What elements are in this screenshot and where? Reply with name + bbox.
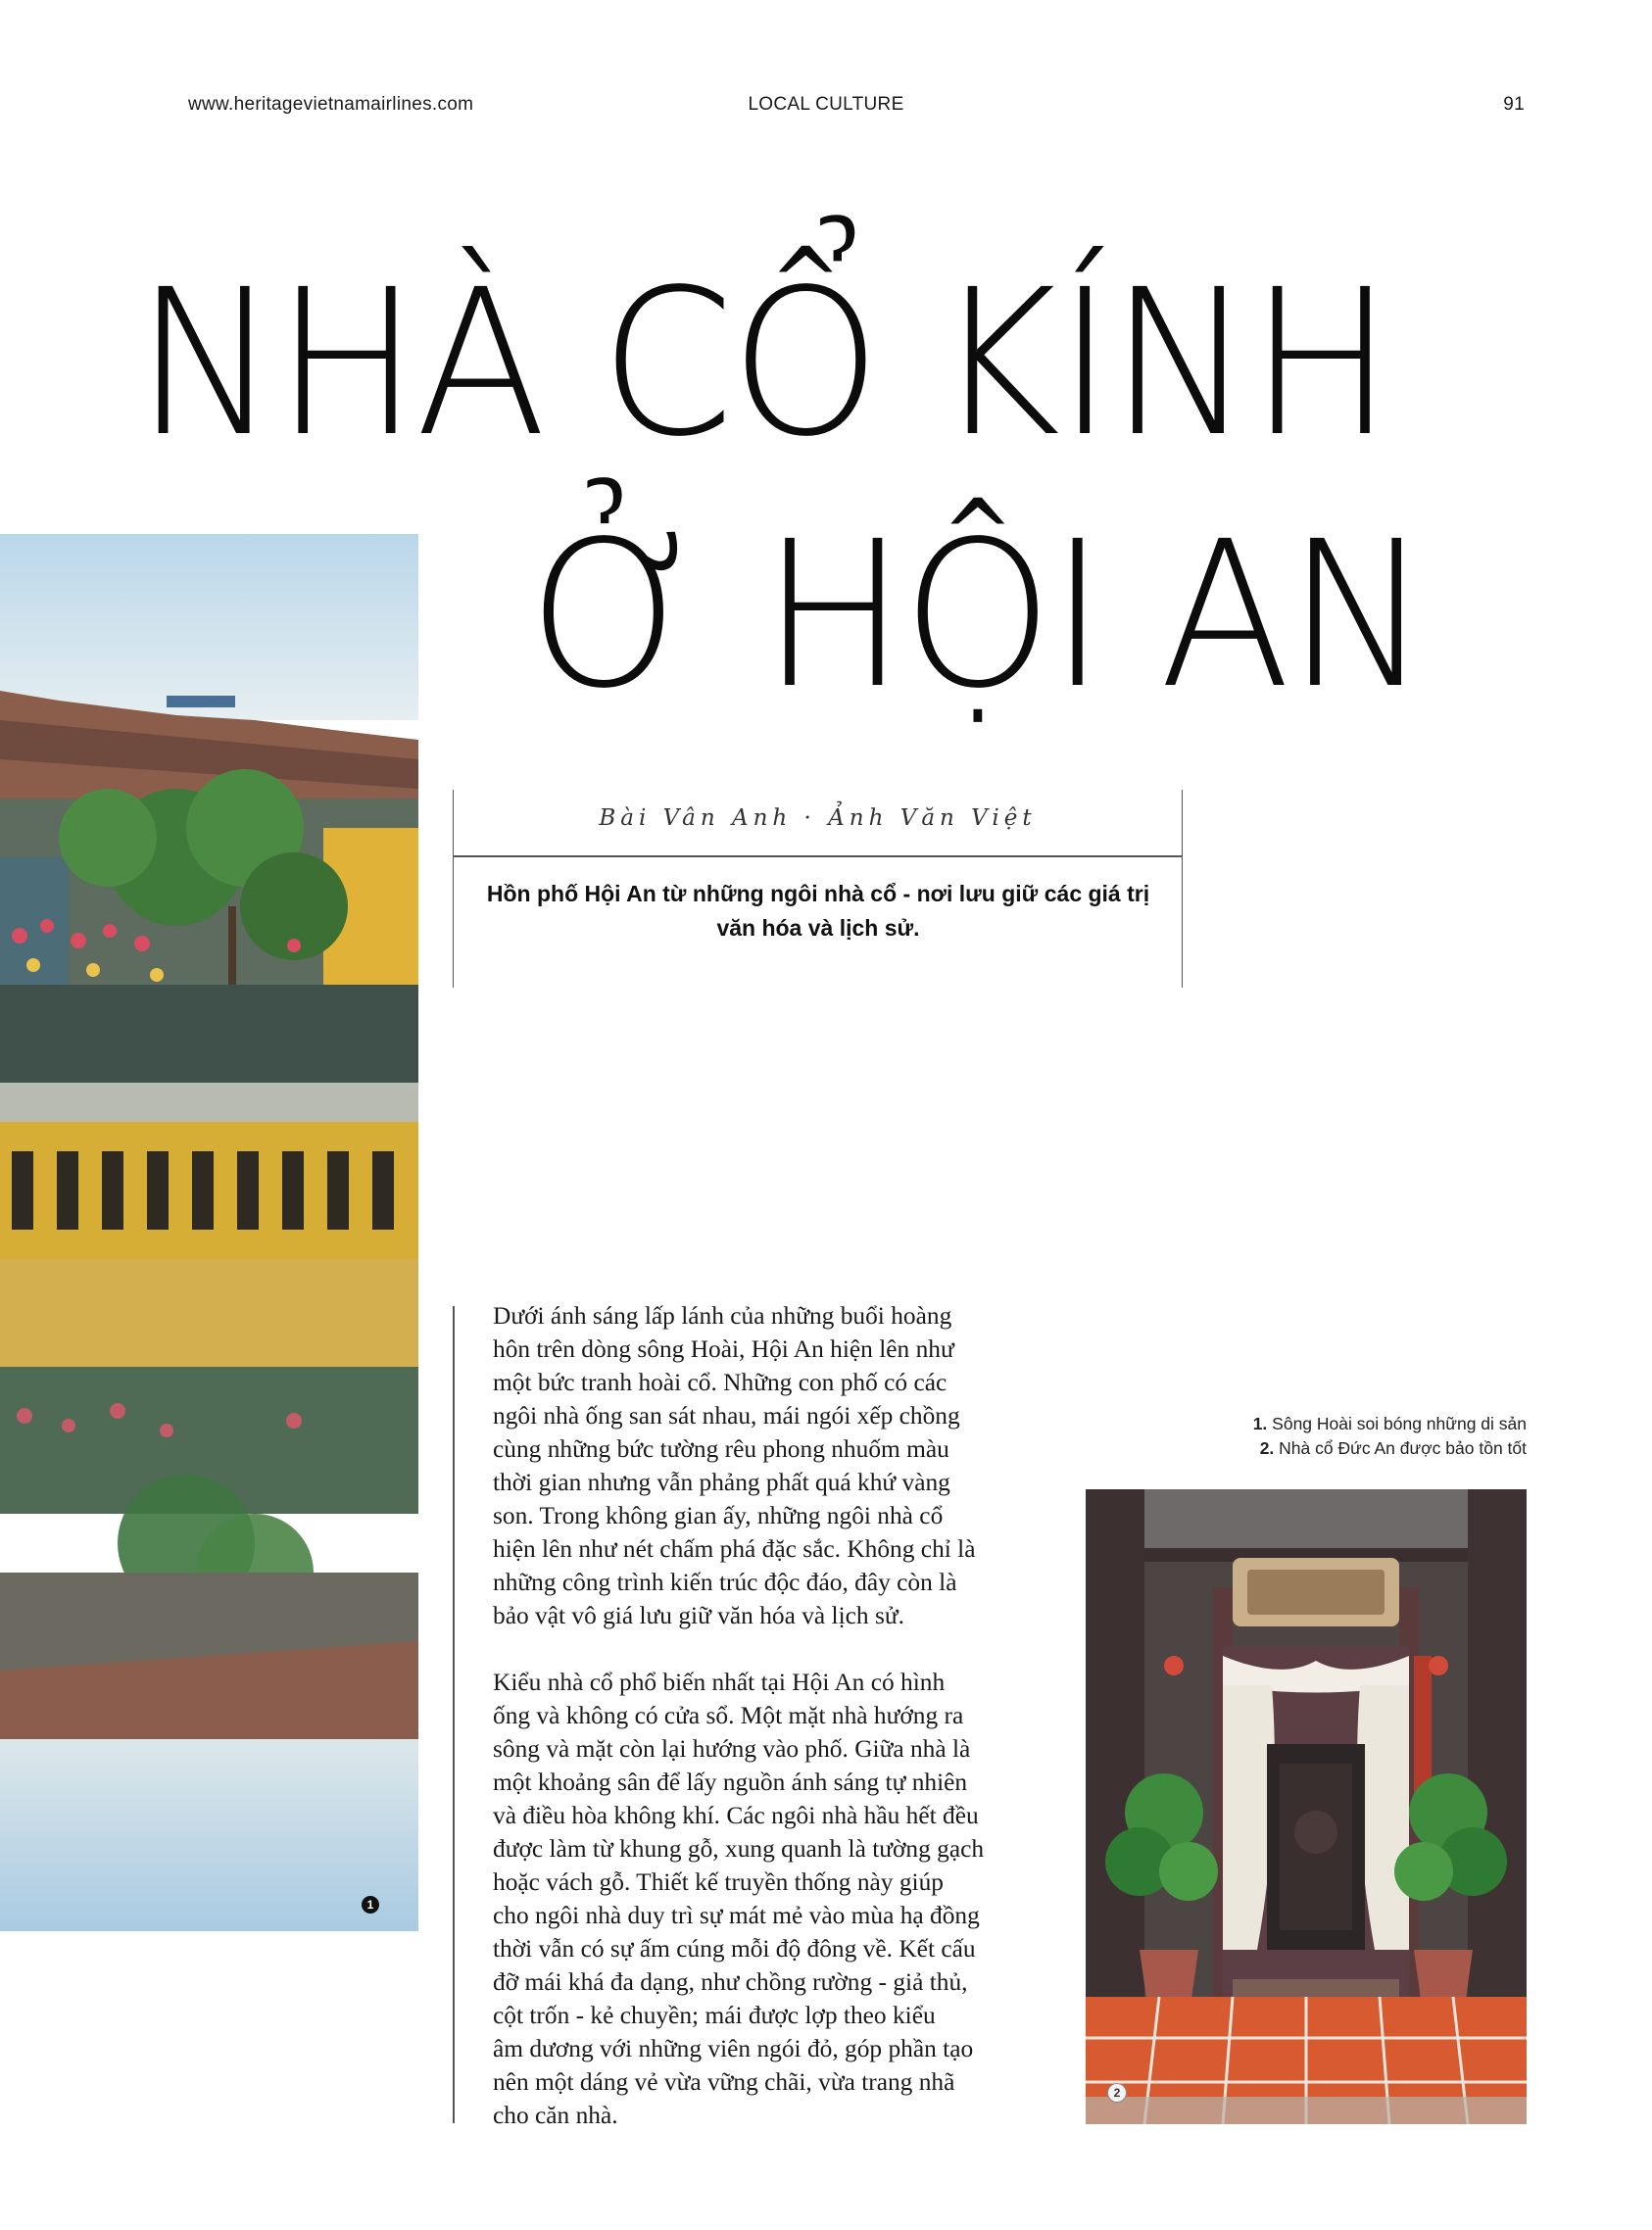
byline-divider <box>453 855 1183 857</box>
river-photo-illustration <box>0 534 418 1931</box>
lede-text: Hồn phố Hội An từ những ngôi nhà cổ - nơi lưu giữ các giá trị văn hóa và lịch sử. <box>486 881 1150 941</box>
caption-2-text: Nhà cổ Đức An được bảo tồn tốt <box>1279 1438 1527 1458</box>
caption-1 <box>1078 1412 1527 1436</box>
caption-2 <box>1078 1436 1527 1461</box>
article-lede <box>480 877 1156 945</box>
photo-captions <box>1078 1412 1527 1461</box>
river-reflection-photo <box>0 534 418 1931</box>
page-number: 91 <box>1503 94 1525 115</box>
old-house-doorway-photo <box>1086 1489 1527 2124</box>
column-rule <box>453 1306 455 2123</box>
photo-1-badge: 1 <box>362 1896 379 1914</box>
doorway-photo-illustration <box>1086 1489 1527 2124</box>
caption-1-text: Sông Hoài soi bóng những di sản <box>1272 1414 1527 1433</box>
body-paragraph-2: Kiểu nhà cổ phổ biến nhất tại Hội An có hình ống và không có cửa sổ. Một mặt nhà hướng ra sông và mặt còn lại hướng vào phố. Giữa nhà là một khoảng sân để lấy nguồn ánh sáng tự nhiên và điều hòa không khí. Các ngôi nhà hầu hết đều được làm từ khung gỗ, xung quanh là tường gạch hoặc vách gỗ. Thiết kế truyền thống này giúp cho ngôi nhà duy trì sự mát mẻ vào mùa hạ đồng thời vẫn có sự ấm cúng mỗi độ đông về. Kết cấu đỡ mái khá đa dạng, như chồng rường - giả thủ, cột trốn - kẻ chuyền; mái được lợp theo kiểu âm dương với những viên ngói đỏ, góp phần tạo nên một dáng vẻ vừa vững chãi, vừa trang nhã cho căn nhà. <box>493 1669 985 2129</box>
section-name: LOCAL CULTURE <box>748 94 904 115</box>
article-title-line-1: NHÀ CỔ KÍNH <box>135 246 1390 481</box>
author-photographer-credit: Bài Vân Anh · Ảnh Văn Việt <box>599 805 1037 831</box>
body-paragraph-1: Dưới ánh sáng lấp lánh của những buổi hoàng hôn trên dòng sông Hoài, Hội An hiện lên như một bức tranh hoài cổ. Những con phố có các ngôi nhà ống san sát nhau, mái ngói xếp chồng cùng những bức tường rêu phong nhuốm màu thời gian nhưng vẫn phảng phất quá khứ vàng son. Trong không gian ấy, những ngôi nhà cổ hiện lên như nét chấm phá đặc sắc. Không chỉ là những công trình kiến trúc độc đáo, đây còn là bảo vật vô giá lưu giữ văn hóa và lịch sử. <box>493 1302 976 1629</box>
caption-2-number: 2. <box>1259 1438 1275 1458</box>
article-title-line-2: Ở HỘI AN <box>529 498 1427 733</box>
caption-1-number: 1. <box>1252 1414 1268 1433</box>
photo-2-badge: 2 <box>1107 2083 1127 2103</box>
site-url[interactable]: www.heritagevietnamairlines.com <box>188 94 474 115</box>
